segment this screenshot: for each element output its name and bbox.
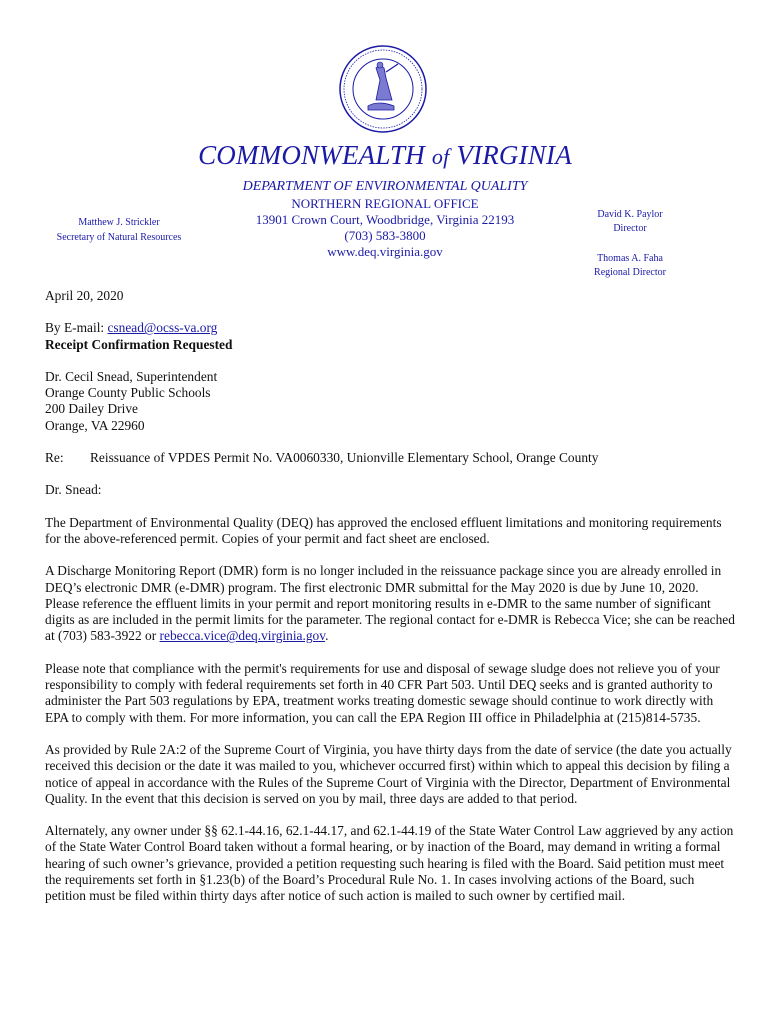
secretary-title: Secretary of Natural Resources <box>56 232 182 243</box>
title-of: of <box>431 144 450 169</box>
receipt-notice: Receipt Confirmation Requested <box>45 336 233 352</box>
office-phone: (703) 583-3800 <box>344 228 426 243</box>
recipient-city: Orange, VA 22960 <box>45 417 145 433</box>
office-block <box>228 196 542 260</box>
director-name: David K. Paylor <box>597 209 663 220</box>
letter-body <box>45 288 735 905</box>
re-label: Re: <box>45 450 64 466</box>
director-block <box>580 208 680 280</box>
regional-director-name: Thomas A. Faha <box>597 253 663 264</box>
paragraph-1: The Department of Environmental Quality (DEQ) has approved the enclosed effluent limitations and monitoring requirements for the above-referenced permit. Copies of your permit and fact sheet are enclosed. <box>45 514 722 546</box>
office-address: 13901 Crown Court, Woodbridge, Virginia 22193 <box>255 212 515 227</box>
director-title: Director <box>613 223 647 234</box>
title-commonwealth: COMMONWEALTH <box>198 140 425 170</box>
letterhead-title <box>0 140 770 171</box>
title-virginia: VIRGINIA <box>456 140 572 170</box>
state-seal-logo <box>338 44 428 134</box>
recipient-address <box>45 369 735 434</box>
secretary-name: Matthew J. Strickler <box>78 217 160 228</box>
edmr-contact-email-link[interactable]: rebecca.vice@deq.virginia.gov <box>159 628 326 644</box>
office-name: NORTHERN REGIONAL OFFICE <box>291 196 479 211</box>
paragraph-3: Please note that compliance with the permit's requirements for use and disposal of sewage sludge does not relieve you of your responsibility to comply with federal requirements set forth in 40 CFR Part 503. Until DEQ seeks and is granted authority to administer the Part 503 regulations by EPA, treatment works treating domestic sewage should continue to work directly with EPA to comply with them. For more information, you can call the EPA Region III office in Philadelphia at (215)814-5735. <box>45 660 720 725</box>
recipient-email-link[interactable]: csnead@ocss-va.org <box>107 320 218 336</box>
regional-director-title: Regional Director <box>594 267 666 278</box>
salutation: Dr. Snead: <box>45 482 102 498</box>
secretary-block <box>40 215 198 245</box>
letter-date: April 20, 2020 <box>45 288 124 303</box>
office-website: www.deq.virginia.gov <box>327 244 443 259</box>
recipient-street: 200 Dailey Drive <box>45 401 138 417</box>
paragraph-4: As provided by Rule 2A:2 of the Supreme Court of Virginia, you have thirty days from the date of service (the date you actually received this decision or the date it was mailed to you, whichever occurred first) within which to appeal this decision by filing a notice of appeal in accordance with the Rules of the Supreme Court of Virginia with the Director, Department of Environmental Quality. In the event that this decision is served on you by mail, three days are added to that period. <box>45 741 732 806</box>
department-name: DEPARTMENT OF ENVIRONMENTAL QUALITY <box>242 179 528 194</box>
re-text: Reissuance of VPDES Permit No. VA0060330, Unionville Elementary School, Orange County <box>90 450 599 466</box>
paragraph-2: A Discharge Monitoring Report (DMR) form is no longer included in the reissuance package since you are already enrolled in DEQ’s electronic DMR (e-DMR) program. The first electronic DMR submittal for the May 2020 is due by June 10, 2020. Please reference the effluent limits in your permit and report monitoring results in e-DMR to the same number of significant digits as are included in the permit limits for the parameter. The regional contact for e-DMR is Rebecca Vice; she can be reached at (703) 583-3922 or rebecca.vice@deq.virginia.gov. <box>45 563 735 644</box>
subject-line <box>45 450 735 466</box>
email-line: By E-mail: csnead@ocss-va.org <box>45 320 218 336</box>
paragraph-5: Alternately, any owner under §§ 62.1-44.16, 62.1-44.17, and 62.1-44.19 of the State Water Control Law aggrieved by any action of the State Water Control Board taken without a formal hearing, or by inaction of the Board, may demand in writing a formal hearing of such owner’s grievance, provided a petition requesting such hearing is filed with the Board. Said petition must meet the requirements set forth in §1.23(b) of the Board’s Procedural Rule No. 1. In cases involving actions of the Board, such petition must be filed within thirty days after notice of such action is mailed to such owner by certified mail. <box>45 823 734 904</box>
recipient-name: Dr. Cecil Snead, Superintendent <box>45 368 218 384</box>
recipient-org: Orange County Public Schools <box>45 385 211 401</box>
